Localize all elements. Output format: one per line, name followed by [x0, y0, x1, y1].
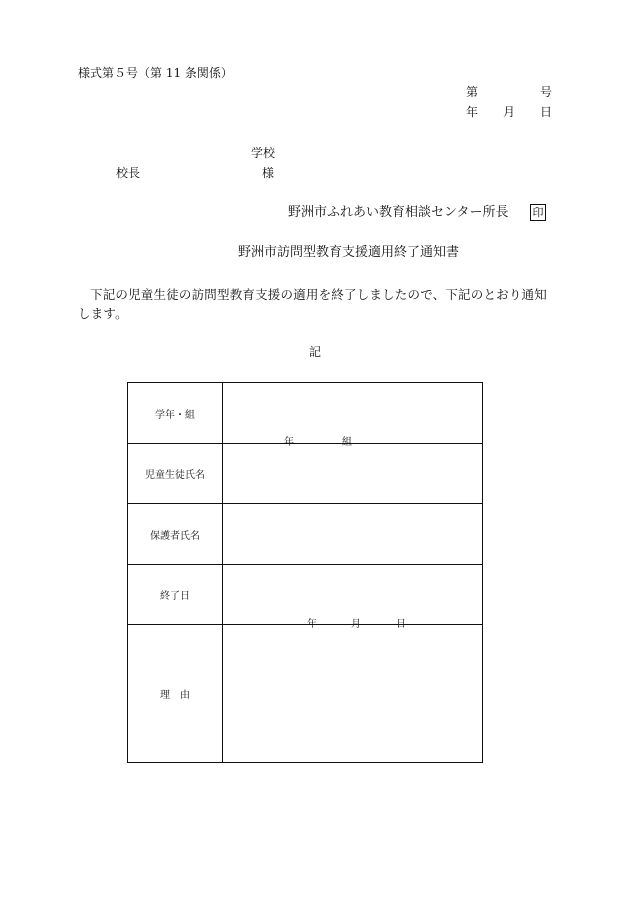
table-row [128, 625, 483, 763]
reason-label: 理 由 [128, 625, 223, 763]
grade-class: 組 [342, 437, 352, 448]
addressee-school: 学校 [251, 146, 276, 160]
addressee-honorific: 様 [262, 166, 275, 180]
guardian-name-cell[interactable] [223, 504, 483, 565]
reason-cell[interactable] [223, 625, 483, 763]
guardian-name-label: 保護者氏名 [128, 504, 223, 565]
end-date-cell[interactable] [223, 565, 483, 630]
grade-value-cell[interactable] [223, 383, 483, 448]
addressee-principal: 校長 [116, 166, 141, 180]
grade-year: 年 [284, 437, 294, 448]
body-text: 下記の児童生徒の訪問型教育支援の適用を終了しましたので、下記のとおり通知します。 [78, 287, 547, 321]
table-row [128, 444, 483, 504]
date-year: 年 [466, 105, 479, 119]
date-day: 日 [540, 105, 553, 119]
doc-no-prefix: 第 [466, 85, 479, 99]
student-name-label: 児童生徒氏名 [128, 444, 223, 504]
seal-stamp: 印 [530, 204, 546, 221]
notice-table [127, 382, 483, 763]
end-date-day: 日 [396, 618, 406, 630]
doc-no-suffix: 号 [540, 85, 553, 99]
end-date-year: 年 [307, 618, 317, 630]
ki-heading: 記 [309, 345, 322, 359]
student-name-cell[interactable] [223, 444, 483, 504]
table-row [128, 565, 483, 625]
table-row [128, 383, 483, 444]
table-row [128, 504, 483, 565]
end-date-month: 月 [351, 618, 361, 630]
grade-label: 学年・組 [128, 383, 223, 444]
form-number: 様式第５号（第 11 条関係） [78, 66, 233, 80]
sender-name: 野洲市ふれあい教育相談センター所長 [288, 205, 509, 220]
date-month: 月 [503, 105, 516, 119]
document-title: 野洲市訪問型教育支援適用終了通知書 [238, 245, 460, 260]
end-date-label: 終了日 [128, 565, 223, 625]
